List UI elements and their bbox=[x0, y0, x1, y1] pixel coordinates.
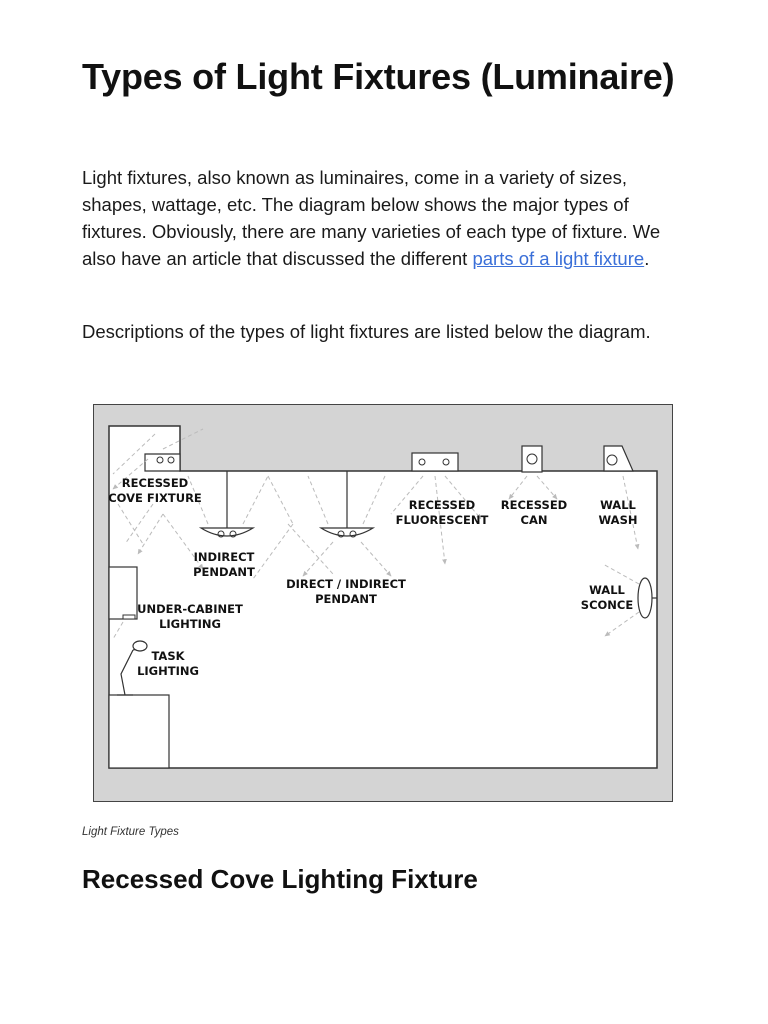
label-under-cabinet: UNDER-CABINET bbox=[137, 602, 243, 616]
label-direct-indirect-pendant: DIRECT / INDIRECT bbox=[286, 577, 406, 591]
label-under-cabinet: LIGHTING bbox=[159, 617, 221, 631]
label-recessed-fluorescent: FLUORESCENT bbox=[395, 513, 489, 527]
label-task-lighting: LIGHTING bbox=[137, 664, 199, 678]
parts-of-light-fixture-link[interactable]: parts of a light fixture bbox=[472, 248, 645, 269]
description-paragraph: Descriptions of the types of light fixtures are listed below the diagram. bbox=[82, 321, 651, 342]
label-recessed-can: RECESSED bbox=[500, 498, 568, 512]
label-recessed-can: CAN bbox=[520, 513, 548, 527]
label-recessed-cove: COVE FIXTURE bbox=[108, 491, 202, 505]
intro-text-end: . bbox=[644, 248, 650, 269]
label-task-lighting: TASK bbox=[151, 649, 185, 663]
section-heading: Recessed Cove Lighting Fixture bbox=[82, 864, 478, 894]
intro-paragraph bbox=[82, 164, 682, 272]
figure-caption: Light Fixture Types bbox=[82, 826, 179, 838]
label-wall-wash: WALL bbox=[600, 498, 636, 512]
cove-ledge bbox=[145, 454, 180, 471]
page-title: Types of Light Fixtures (Luminaire) bbox=[82, 56, 675, 97]
label-recessed-fluorescent: RECESSED bbox=[408, 498, 476, 512]
light-fixture-diagram bbox=[93, 404, 673, 802]
label-direct-indirect-pendant: PENDANT bbox=[315, 592, 377, 606]
intro-text: Light fixtures, also known as luminaires, come in a variety of sizes, shapes, wattage, etc. The diagram below shows the major types of fixtures. Obviously, there are many varieties of each type of fixture. We also have an article that discussed the different bbox=[82, 167, 661, 269]
diagram-svg bbox=[93, 404, 673, 802]
label-indirect-pendant: INDIRECT bbox=[193, 550, 255, 564]
label-indirect-pendant: PENDANT bbox=[193, 565, 255, 579]
wall-sconce bbox=[638, 578, 652, 618]
desk bbox=[109, 695, 169, 768]
upper-cabinet bbox=[109, 567, 137, 619]
label-wall-wash: WASH bbox=[598, 513, 638, 527]
room-outline bbox=[109, 426, 657, 768]
label-wall-sconce: WALL bbox=[589, 583, 625, 597]
label-recessed-cove: RECESSED bbox=[121, 476, 189, 490]
label-wall-sconce: SCONCE bbox=[580, 598, 634, 612]
recessed-can-housing bbox=[522, 446, 542, 472]
